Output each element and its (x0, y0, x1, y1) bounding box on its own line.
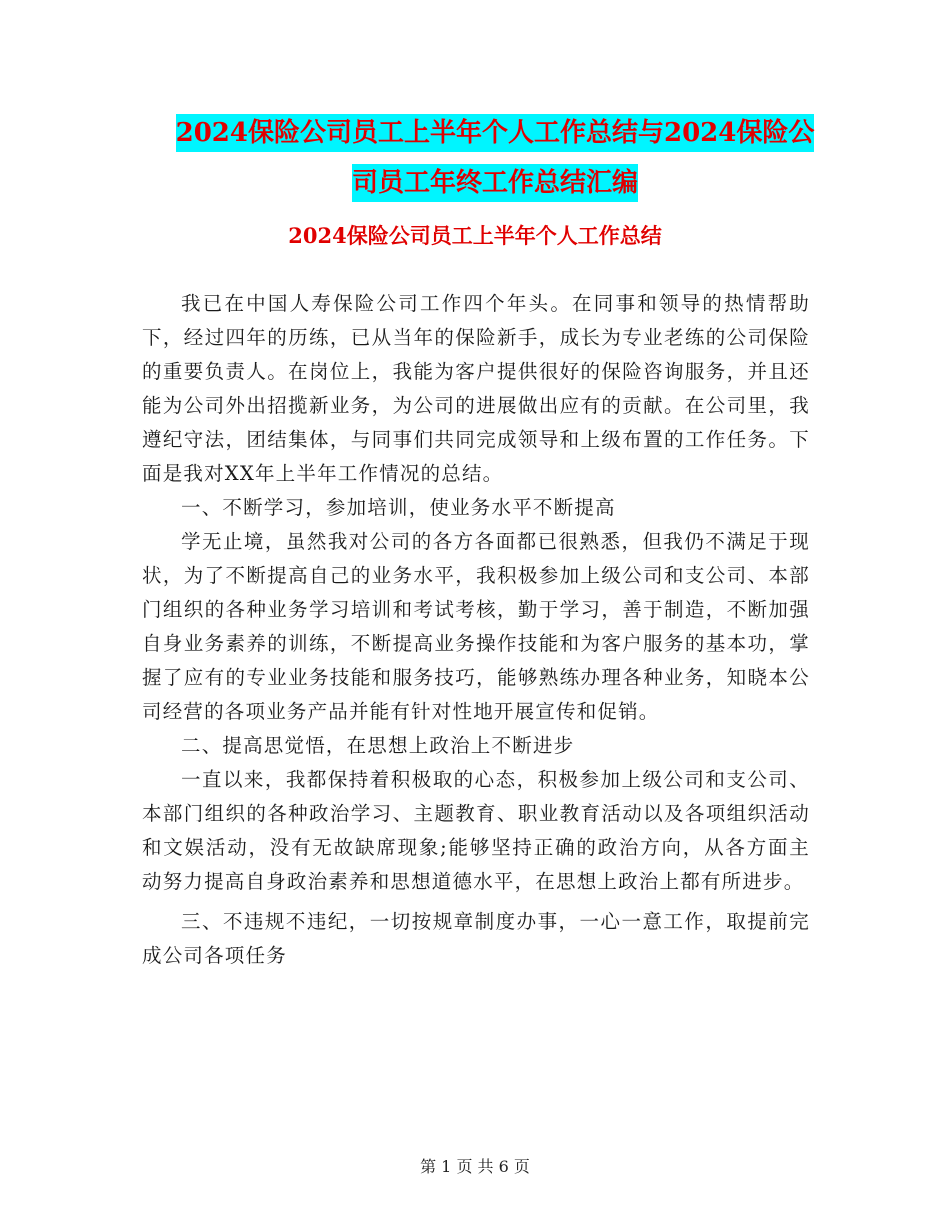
heading-learning: 一、不断学习，参加培训，使业务水平不断提高 (181, 496, 616, 519)
heading-thought: 二、提高思觉悟，在思想上政治上不断进步 (181, 734, 575, 757)
title-line-1: 2024保险公司员工上半年个人工作总结与2024保险公 (176, 114, 815, 152)
section-title: 2024保险公司员工上半年个人工作总结 (288, 223, 662, 248)
paragraph-learning: 学无止境，虽然我对公司的各方各面都已很熟悉，但我仍不满足于现状，为了不断提高自己的业务水平，我积极参加上级公司和支公司、本部门组织的各种业务学习培训和考试考核，勤于学习，善于制造，不断加强自身业务素养的训练，不断提高业务操作技能和为客户服务的基本功，掌握了应有的专业业务技能和服务技巧，能够熟练办理各种业务，知晓本公司经营的各项业务产品并能有针对性地开展宣传和促销。 (142, 530, 810, 723)
paragraph-intro: 我已在中国人寿保险公司工作四个年头。在同事和领导的热情帮助下，经过四年的历练，已从当年的保险新手，成长为专业老练的公司保险的重要负责人。在岗位上，我能为客户提供很好的保险咨询服务，并且还能为公司外出招揽新业务，为公司的进展做出应有的贡献。在公司里，我遵纪守法，团结集体，与同事们共同完成领导和上级布置的工作任务。下面是我对XX年上半年工作情况的总结。 (142, 292, 810, 485)
document-title (140, 108, 850, 208)
title-line-2: 司员工年终工作总结汇编 (352, 164, 638, 202)
document-body (142, 287, 810, 973)
paragraph-thought: 一直以来，我都保持着积极取的心态，积极参加上级公司和支公司、本部门组织的各种政治学习、主题教育、职业教育活动以及各项组织活动和文娱活动，没有无故缺席现象;能够坚持正确的政治方向，从各方面主动努力提高自身政治素养和思想道德水平，在思想上政治上都有所进步。 (142, 768, 810, 893)
page-number: 第 1 页 共 6 页 (420, 1157, 530, 1176)
heading-rules: 三、不违规不违纪，一切按规章制度办事，一心一意工作，取提前完成公司各项任务 (142, 910, 810, 967)
